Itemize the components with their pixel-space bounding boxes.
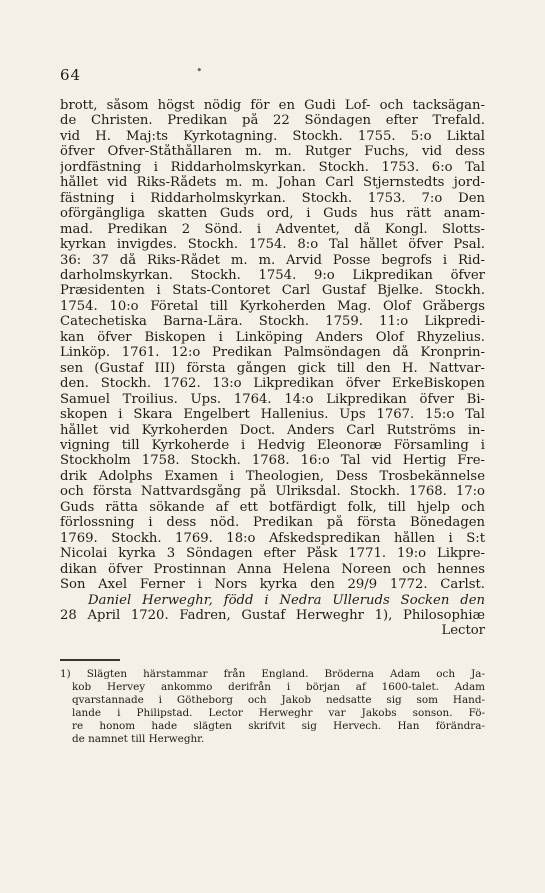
text-line: Nicolai kyrka 3 Söndagen efter Påsk 1771. 19:o Likpre- [60, 546, 485, 562]
footnote-line: lande i Philipstad. Lector Herweghr var Jakobs sonson. Fö- [72, 706, 485, 719]
text-line: drik Adolphs Examen i Theologien, Dess Trosbekännelse [60, 468, 485, 484]
footnote-line: de namnet till Herweghr. [72, 732, 205, 745]
text-line: och första Nattvardsgång på Ulriksdal. Stockh. 1768. 17:o [60, 484, 485, 500]
text-line: hållet vid Kyrkoherden Doct. Anders Carl Rutströms in- [60, 422, 485, 438]
footnote-line: re honom hade slägten skrifvit sig Hervech. Han förändra- [72, 719, 485, 732]
text-line: 1769. Stockh. 1769. 18:o Afskedspredikan hållen i S:t [60, 530, 485, 546]
text-line: kyrkan invigdes. Stockh. 1754. 8:o Tal hållet öfver Psal. [60, 237, 485, 253]
text-line: brott, såsom högst nödig för en Gudi Lof- och tacksägan- [60, 98, 485, 113]
text-line: Son Axel Ferner i Nors kyrka den 29/9 1772. Carlst. [60, 577, 485, 593]
text-line: oförgängliga skatten Guds ord, i Guds hus rätt anam- [60, 206, 485, 222]
text-line: Daniel Herweghr, född i Nedra Ulleruds Socken den [88, 592, 485, 608]
footnote-line: kob Hervey ankommo derifrån i början af 1600-talet. Adam [72, 680, 485, 693]
text-line: Lector [441, 623, 485, 639]
page-number: 64 [60, 66, 82, 84]
text-line: 36: 37 då Riks-Rådet m. m. Arvid Posse begrofs i Rid- [60, 252, 485, 268]
text-line: kan öfver Biskopen i Linköping Anders Olof Rhyzelius. [60, 329, 485, 345]
text-line: Præsidenten i Stats-Contoret Carl Gustaf Bjelke. Stockh. [60, 283, 485, 299]
text-line: öfver Öfver-Ståthållaren m. m. Rutger Fuchs, vid dess [60, 144, 485, 160]
text-line: darholmskyrkan. Stockh. 1754. 9:o Likpredikan öfver [60, 267, 485, 283]
text-line: Guds rätta sökande af ett botfärdigt folk, till hjelp och [60, 499, 485, 515]
text-line: hållet vid Riks-Rådets m. m. Johan Carl Stjernstedts jord- [60, 175, 485, 191]
footnote-rule [60, 659, 120, 661]
ink-mark: • [196, 64, 203, 77]
text-line: skopen i Skara Engelbert Hallenius. Ups 1767. 15:o Tal [60, 407, 485, 423]
footnote-line: qvarstannade i Götheborg och Jakob nedsatte sig som Hand- [72, 693, 485, 706]
text-line: Linköp. 1761. 12:o Predikan Palmsöndagen då Kronprin- [60, 345, 485, 361]
text-line: sen (Gustaf III) första gången gick till den H. Nattvar- [60, 360, 485, 376]
footnote-line: 1) Slägten härstammar från England. Bröderna Adam och Ja- [60, 668, 485, 680]
text-line: förlossning i dess nöd. Predikan på första Bönedagen [60, 515, 485, 531]
body-text [60, 98, 485, 639]
text-line: mad. Predikan 2 Sönd. i Adventet, då Kongl. Slotts- [60, 221, 485, 237]
text-line: 28 April 1720. Fadren, Gustaf Herweghr 1), Philosophiæ [60, 607, 485, 623]
footnote [60, 668, 485, 745]
text-line: vid H. Maj:ts Kyrkotagning. Stockh. 1755. 5:o Liktal [60, 128, 485, 144]
text-line: Stockholm 1758. Stockh. 1768. 16:o Tal vid Hertig Fre- [60, 453, 485, 469]
text-line: jordfästning i Riddarholmskyrkan. Stockh. 1753. 6:o Tal [60, 159, 485, 175]
text-line: 1754. 10:o Företal till Kyrkoherden Mag. Olof Gråbergs [60, 298, 485, 314]
text-line: Catechetiska Barna-Lära. Stockh. 1759. 11:o Likpredi- [60, 314, 485, 330]
text-line: fästning i Riddarholmskyrkan. Stockh. 1753. 7:o Den [60, 190, 485, 206]
text-line: de Christen. Predikan på 22 Söndagen efter Trefald. [60, 113, 485, 129]
text-line: Samuel Troilius. Ups. 1764. 14:o Likpredikan öfver Bi- [60, 391, 485, 407]
text-line: vigning till Kyrkoherde i Hedvig Eleonoræ Församling i [60, 437, 485, 453]
text-line: dikan öfver Prostinnan Anna Helena Noreen och hennes [60, 561, 485, 577]
text-line: den. Stockh. 1762. 13:o Likpredikan öfver ErkeBiskopen [60, 376, 485, 392]
